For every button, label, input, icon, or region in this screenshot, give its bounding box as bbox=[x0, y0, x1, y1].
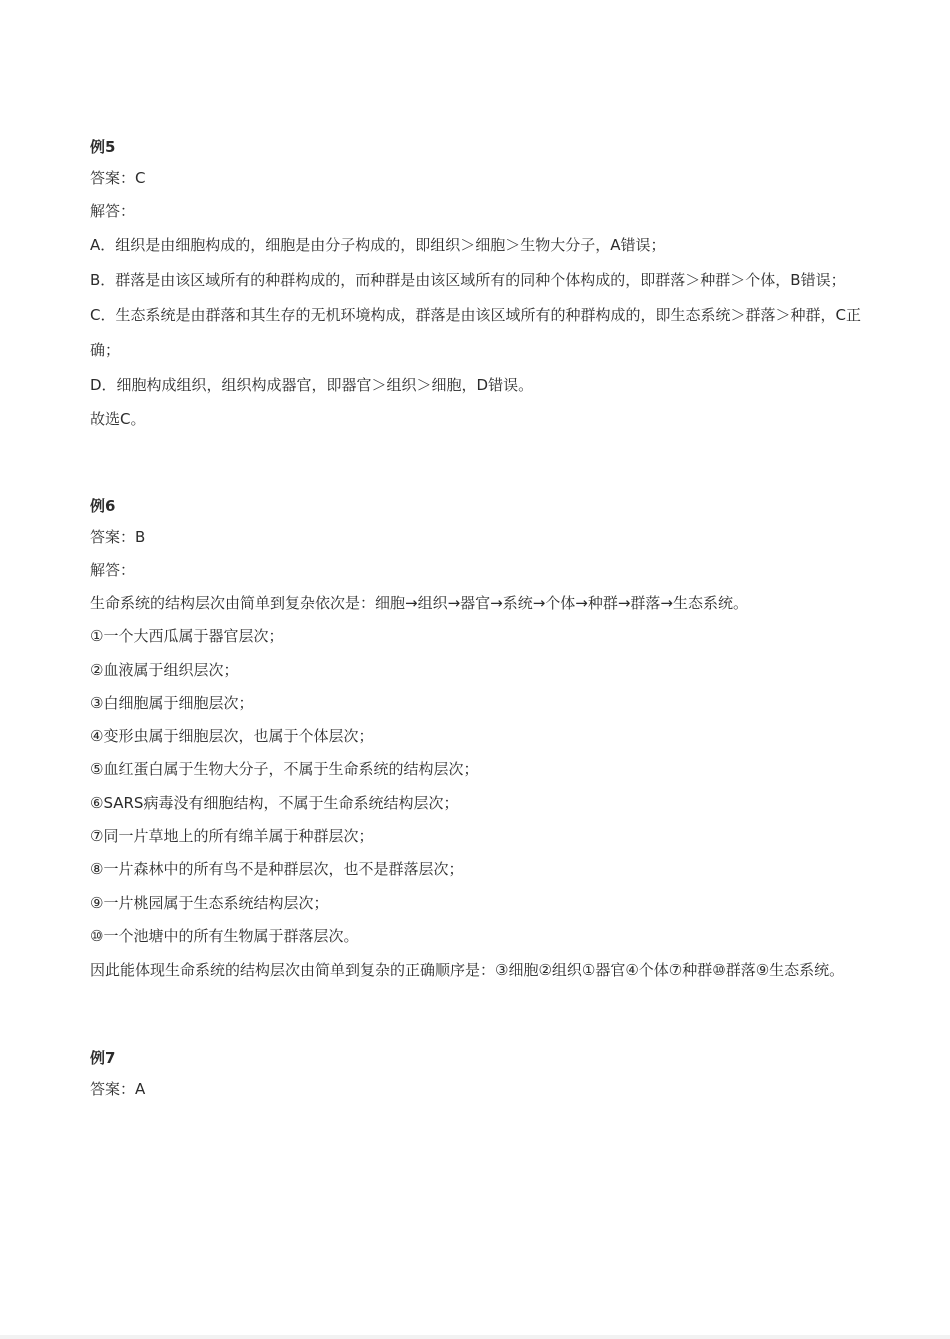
example-7 bbox=[90, 1043, 865, 1106]
list-item: ⑧一片森林中的所有鸟不是种群层次，也不是群落层次； bbox=[90, 860, 464, 879]
solution-line: D．细胞构成组织，组织构成器官，即器官＞组织＞细胞，D错误。 bbox=[90, 376, 534, 394]
list-item: ⑨一片桃园属于生态系统结构层次； bbox=[90, 893, 329, 912]
answer-line: 答案：A bbox=[90, 1080, 146, 1099]
list-item: ⑩一个池塘中的所有生物属于群落层次。 bbox=[90, 926, 359, 945]
conclusion-line: 故选C。 bbox=[90, 410, 146, 428]
conclusion-line: 因此能体现生命系统的结构层次由简单到复杂的正确顺序是：③细胞②组织①器官④个体⑦种群⑩群落⑨生态系统。 bbox=[90, 961, 845, 980]
example-6 bbox=[90, 491, 865, 988]
answer-document bbox=[90, 132, 865, 1106]
list-item: ③白细胞属于细胞层次； bbox=[90, 693, 254, 712]
solution-line: C．生态系统是由群落和其生存的无机环境构成，群落是由该区域所有的种群构成的，即生态系统＞群落＞种群，C正确； bbox=[90, 306, 861, 359]
example-title: 例6 bbox=[90, 497, 116, 515]
list-item: ⑥SARS病毒没有细胞结构，不属于生命系统结构层次； bbox=[90, 793, 459, 812]
example-title: 例5 bbox=[90, 138, 116, 156]
list-item: ②血液属于组织层次； bbox=[90, 660, 239, 679]
answer-line: 答案：B bbox=[90, 528, 146, 546]
list-item: ⑤血红蛋白属于生物大分子，不属于生命系统的结构层次； bbox=[90, 760, 479, 779]
list-item: ④变形虫属于细胞层次，也属于个体层次； bbox=[90, 727, 374, 746]
list-item: ①一个大西瓜属于器官层次； bbox=[90, 627, 284, 646]
solution-label: 解答： bbox=[90, 561, 136, 579]
section-spacer bbox=[90, 436, 865, 491]
list-item: ⑦同一片草地上的所有绵羊属于种群层次； bbox=[90, 827, 374, 846]
page-bottom-edge bbox=[0, 1335, 950, 1339]
solution-label: 解答： bbox=[90, 202, 136, 220]
example-title: 例7 bbox=[90, 1049, 116, 1068]
section-spacer bbox=[90, 988, 865, 1043]
answer-line: 答案：C bbox=[90, 169, 146, 187]
solution-line: A．组织是由细胞构成的，细胞是由分子构成的，即组织＞细胞＞生物大分子，A错误； bbox=[90, 236, 666, 254]
solution-line: 生命系统的结构层次由简单到复杂依次是：细胞→组织→器官→系统→个体→种群→群落→生态系统。 bbox=[90, 594, 748, 612]
example-5 bbox=[90, 132, 865, 436]
solution-line: B．群落是由该区域所有的种群构成的，而种群是由该区域所有的同种个体构成的，即群落＞种群＞个体，B错误； bbox=[90, 271, 846, 289]
